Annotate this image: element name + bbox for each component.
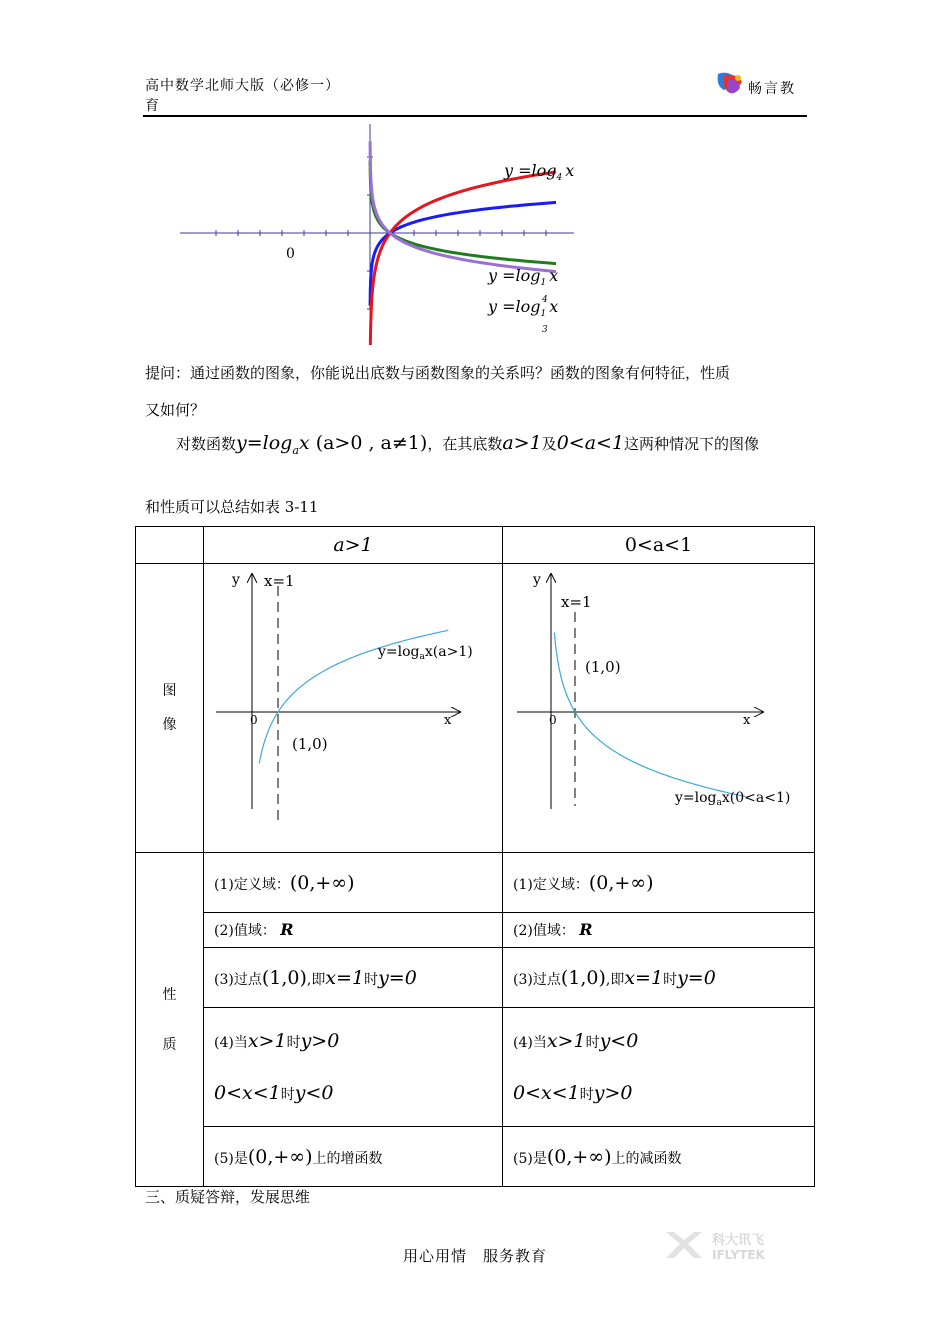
label-log-third: $y =\log_1$ x [488,297,559,319]
logo-cn: 科大讯飞 [712,1233,765,1248]
question-line1: 提问：通过函数的图象，你能说出底数与函数图象的关系吗？函数的图象有何特征，性质 [145,364,731,382]
point-left: (3)过点(1,0),即x=1时y=0 [204,948,503,1008]
point-label: (1,0) [292,735,328,753]
point-right: (3)过点(1,0),即x=1时y=0 [503,948,815,1008]
origin-label: 0 [549,713,557,727]
origin-label: 0 [286,246,295,262]
header-title-wrap: 育 [145,98,159,114]
label-sub-4: 4 [542,295,548,305]
domain-left: (1)定义域：(0,+∞) [204,853,503,913]
y-axis-label: y [232,572,240,588]
label-log4: $y =\log_4$ x [504,161,575,183]
iflytek-logo [662,1226,792,1266]
curve-increasing [259,630,448,763]
graph-a-gt-1 [204,564,502,848]
x-axis-label: x [444,713,452,728]
sign-left: (4)当x>1时y>0 0<x<1时y<0 [204,1008,503,1127]
point-label: (1,0) [585,658,621,676]
curve-labels [487,161,574,335]
section-heading: 三、质疑答辩，发展思维 [145,1188,311,1206]
domain-right: (1)定义域：(0,+∞) [503,853,815,913]
x-eq-1-label: x=1 [561,593,592,611]
curve-decreasing [554,633,745,797]
header-divider [143,115,807,117]
monotonic-left: (5)是(0,+∞)上的增函数 [204,1127,503,1187]
footer-slogan: 用心用情 服务教育 [402,1247,547,1265]
graph-increasing [204,564,503,853]
brand-name: 畅言教 [748,81,796,97]
graph-a-lt-1 [503,564,814,848]
function-label: $y=\log_ax(0<a<1)$ [675,790,791,808]
range-left: (2)值域： R [204,913,503,948]
col-header-a-lt-1: 0<a<1 [503,527,815,564]
log-properties-table [135,526,815,1187]
function-label: $y=\log_ax(a>1)$ [378,644,473,662]
y-axis-label: y [533,572,541,588]
summary-line2: 和性质可以总结如表 3-11 [145,498,319,516]
label-log-quarter: $y =\log_1$ x [488,266,559,288]
header-title: 高中数学北师大版（必修一） [145,78,340,94]
x-axis-label: x [743,713,751,728]
range-right: (2)值域： R [503,913,815,948]
origin-label: 0 [250,713,258,727]
monotonic-right: (5)是(0,+∞)上的减函数 [503,1127,815,1187]
sign-right: (4)当x>1时y<0 0<x<1时y>0 [503,1008,815,1127]
label-sub-3: 3 [542,325,548,335]
log-functions-graph [176,120,596,345]
row-label-properties: 性 质 [136,853,204,1187]
summary-line: 对数函数$y=\log_ax$ (a>0 , a≠1)，在其底数a>1及0<a<1这两种情况下的图像 [176,432,760,457]
question-line2: 又如何？ [145,401,206,419]
x-eq-1-label: x=1 [264,572,295,590]
row-label-graph: 图 像 [136,564,204,853]
graph-decreasing [503,564,815,853]
logo-en: IFLYTEK [712,1248,765,1262]
col-header-a-gt-1: a>1 [204,527,503,564]
